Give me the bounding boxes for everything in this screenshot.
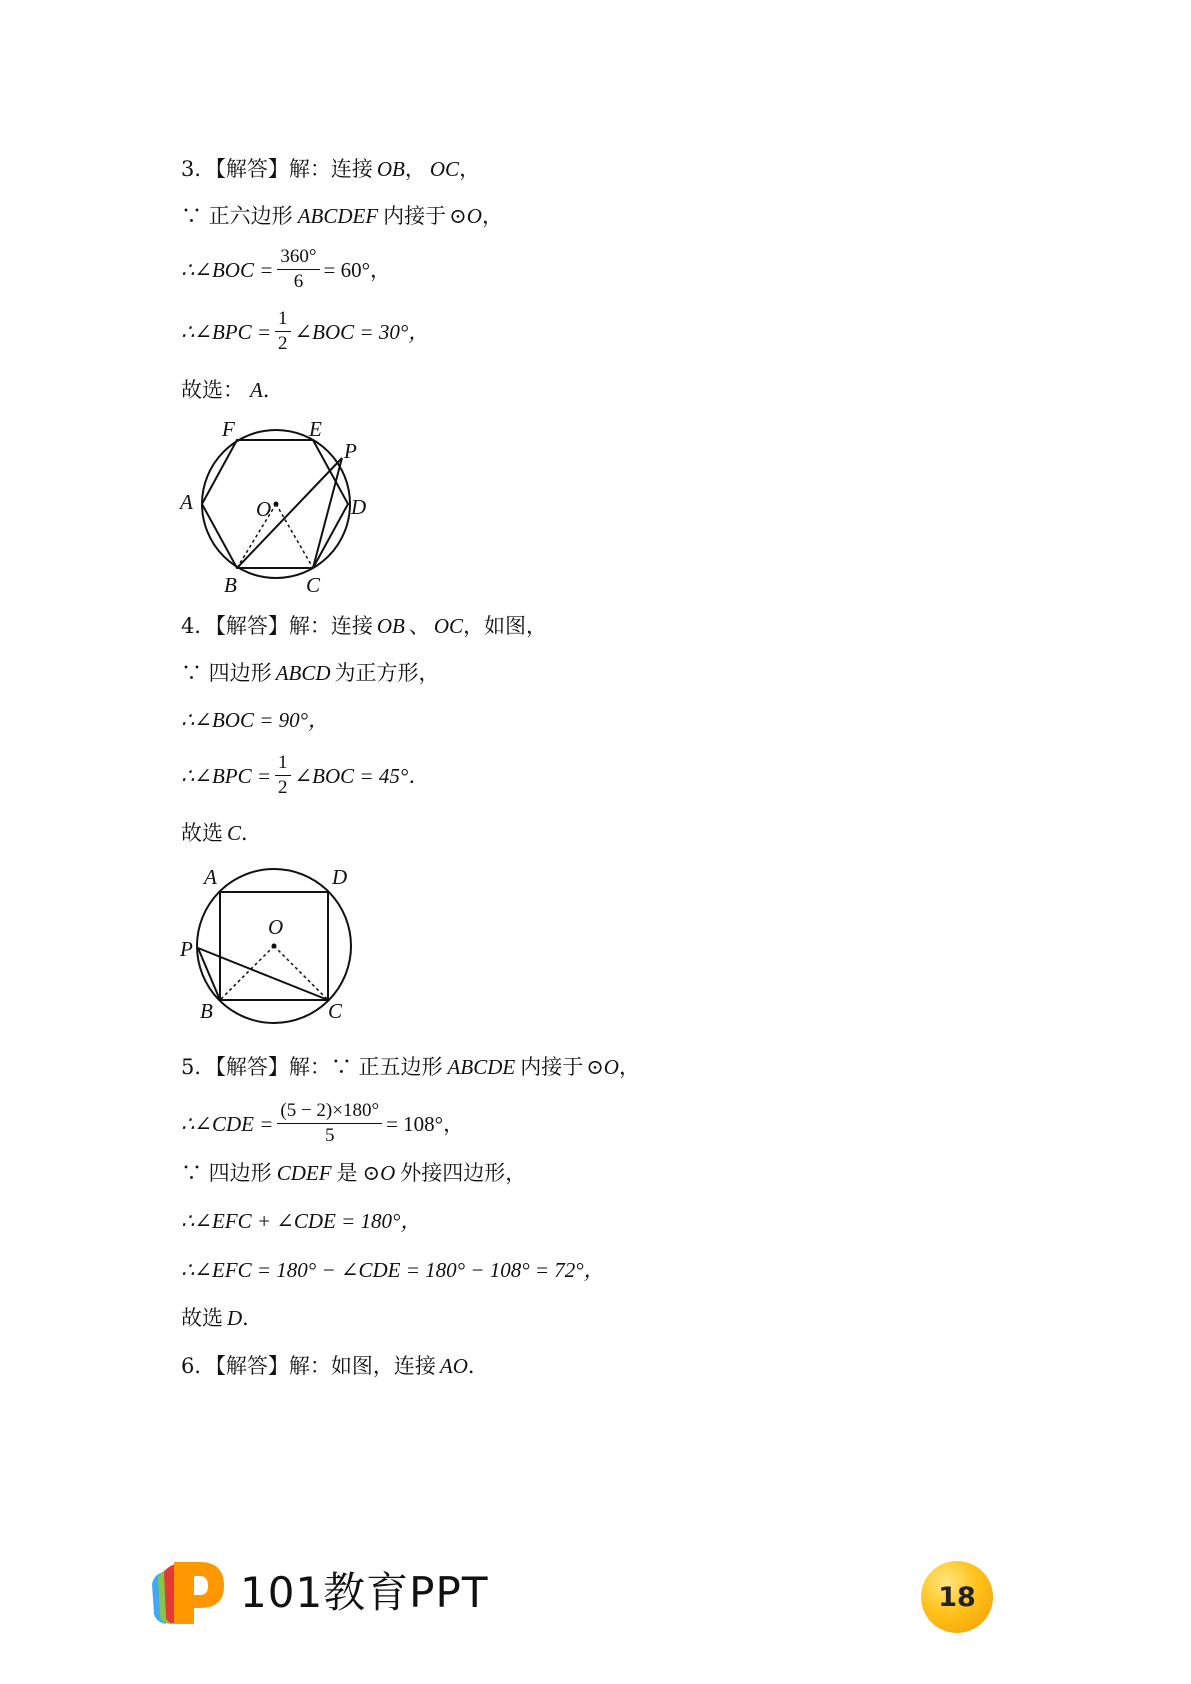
sol6-header-line — [181, 1351, 489, 1381]
sol4-sep: 、 — [408, 614, 430, 638]
sol4-dashed-oc — [274, 946, 328, 1000]
sol3-label-f: F — [222, 418, 235, 441]
sol3-line4 — [181, 308, 429, 355]
sol3-label-c: C — [306, 573, 321, 597]
sol3-label-a: A — [180, 490, 193, 514]
sol3-l3-pre: ∴∠BOC = — [181, 257, 274, 282]
sol3-header: 3．【解答】解：连接 — [181, 157, 373, 181]
page-number-badge: 18 — [921, 1561, 993, 1633]
sol4-label-b: B — [200, 999, 213, 1023]
sol3-label-p: P — [344, 439, 357, 463]
sol4-end: ，如图， — [463, 614, 548, 638]
sol4-square-figure — [170, 862, 375, 1024]
sol3-choice-end: ． — [262, 378, 284, 402]
sol3-label-b: B — [224, 573, 237, 597]
sol5-line2 — [181, 1100, 464, 1147]
sol4-oc: OC — [433, 614, 464, 638]
sol3-line-bp — [237, 458, 342, 568]
sol3-l2-mid: 内接于 — [383, 204, 447, 228]
sol3-ob: OB — [376, 157, 405, 181]
sol4-header-line — [181, 611, 547, 641]
sol5-l2-numerator: (5 − 2)×180° — [277, 1100, 382, 1124]
sol3-label-d: D — [351, 495, 367, 519]
sol5-choice-line — [181, 1303, 263, 1333]
sol3-dashed-oc — [276, 504, 313, 568]
sol3-label-e: E — [309, 418, 322, 441]
sol3-choice: A — [250, 378, 263, 402]
sol3-l2-end: ， — [481, 204, 503, 228]
sol4-label-a: A — [204, 865, 217, 889]
sol4-label-c: C — [328, 999, 343, 1023]
sol4-line2 — [181, 658, 440, 688]
sol4-l4-denominator: 2 — [278, 777, 288, 798]
sol5-pentagon-name: ABCDE — [447, 1055, 516, 1079]
sol4-ob: OB — [376, 614, 405, 638]
sol3-l3-numerator: 360° — [277, 246, 319, 270]
sol3-oc: OC — [429, 157, 460, 181]
sol4-choice-line — [181, 818, 262, 848]
sol4-l2-pre: ∵ 四边形 — [181, 661, 272, 685]
sol5-l3-end: 外接四边形， — [400, 1161, 527, 1185]
sol3-center-dot — [274, 502, 279, 507]
sol4-line3 — [181, 705, 329, 735]
sol4-choice-end: ． — [241, 821, 263, 845]
sol6-end: ． — [467, 1354, 489, 1378]
sol5-l4: ∴∠EFC + ∠CDE = 180°， — [181, 1209, 422, 1233]
sol3-choice-prefix: 故选： — [181, 378, 244, 402]
sol3-l3-post: = 60°， — [323, 257, 391, 282]
sol3-l2-pre: ∵ 正六边形 — [181, 204, 293, 228]
sol4-square-name: ABCD — [275, 661, 331, 685]
sol5-l2-pre: ∴∠CDE = — [181, 1111, 274, 1136]
sol5-l3-pre: ∵ 四边形 — [181, 1161, 272, 1185]
sol5-choice: D — [227, 1306, 243, 1330]
sol4-line4 — [181, 752, 429, 799]
sol3-line2 — [181, 201, 503, 231]
brand-logo-icon — [150, 1558, 228, 1628]
sol3-line3 — [181, 246, 391, 293]
sol5-choice-prefix: 故选 — [181, 1306, 223, 1330]
sol3-l4-pre: ∴∠BPC = — [181, 319, 272, 344]
sol5-l3-circle-o: ⊙O — [362, 1161, 396, 1185]
sol3-l3-denominator: 6 — [293, 271, 304, 292]
sol5-l2-fraction — [277, 1100, 382, 1147]
sol5-l2-post: = 108°， — [386, 1111, 465, 1136]
sol4-l4-fraction — [275, 752, 291, 799]
sol3-header-line — [181, 154, 480, 184]
sol3-choice-line — [181, 375, 284, 405]
sol4-header: 4．【解答】解：连接 — [181, 614, 373, 638]
sol5-header-line — [181, 1052, 640, 1082]
sol4-dashed-ob — [220, 946, 274, 1000]
sol5-end: ， — [618, 1055, 640, 1079]
sol3-end: ， — [459, 157, 481, 181]
sol4-l4-pre: ∴∠BPC = — [181, 763, 272, 788]
sol3-label-o: O — [256, 497, 272, 521]
sol3-hexagon-name: ABCDEF — [297, 204, 379, 228]
sol5-line3 — [181, 1158, 526, 1188]
sol5-header: 5．【解答】解：∵ 正五边形 — [181, 1055, 443, 1079]
sol5-line5 — [181, 1255, 605, 1285]
sol5-mid: 内接于 — [520, 1055, 584, 1079]
sol3-l3-fraction — [277, 246, 319, 293]
sol5-l5: ∴∠EFC = 180° − ∠CDE = 180° − 108° = 72°， — [181, 1258, 605, 1282]
brand-logo-text: 101教育PPT — [240, 1568, 489, 1617]
sol3-l4-numerator: 1 — [275, 308, 291, 332]
sol5-circle-o: ⊙O — [586, 1055, 619, 1079]
sol4-l4-numerator: 1 — [275, 752, 291, 776]
sol4-l3: ∴∠BOC = 90°， — [181, 708, 330, 732]
sol3-l4-fraction — [275, 308, 291, 355]
sol4-label-p: P — [180, 937, 193, 961]
sol4-l2-end: 为正方形， — [334, 661, 440, 685]
sol6-header: 6．【解答】解：如图，连接 — [181, 1354, 436, 1378]
sol4-l4-post: ∠BOC = 45°． — [294, 763, 430, 788]
sol3-l4-post: ∠BOC = 30°， — [294, 319, 430, 344]
sol4-label-d: D — [332, 865, 348, 889]
sol3-hexagon-figure — [170, 418, 380, 600]
sol3-l4-denominator: 2 — [278, 333, 288, 354]
sol6-ao: AO — [439, 1354, 468, 1378]
sol4-label-o: O — [268, 915, 284, 939]
sol5-quad-name: CDEF — [276, 1161, 332, 1185]
sol4-choice-prefix: 故选 — [181, 821, 223, 845]
sol3-circle-o: ⊙O — [449, 204, 482, 228]
sol3-sep: ， — [404, 157, 426, 181]
sol4-choice: C — [227, 821, 242, 845]
sol5-line4 — [181, 1206, 421, 1236]
sol4-center-dot — [272, 944, 277, 949]
sol5-l3-mid: 是 — [336, 1161, 358, 1185]
sol5-choice-end: ． — [242, 1306, 264, 1330]
sol5-l2-denominator: 5 — [324, 1125, 335, 1146]
